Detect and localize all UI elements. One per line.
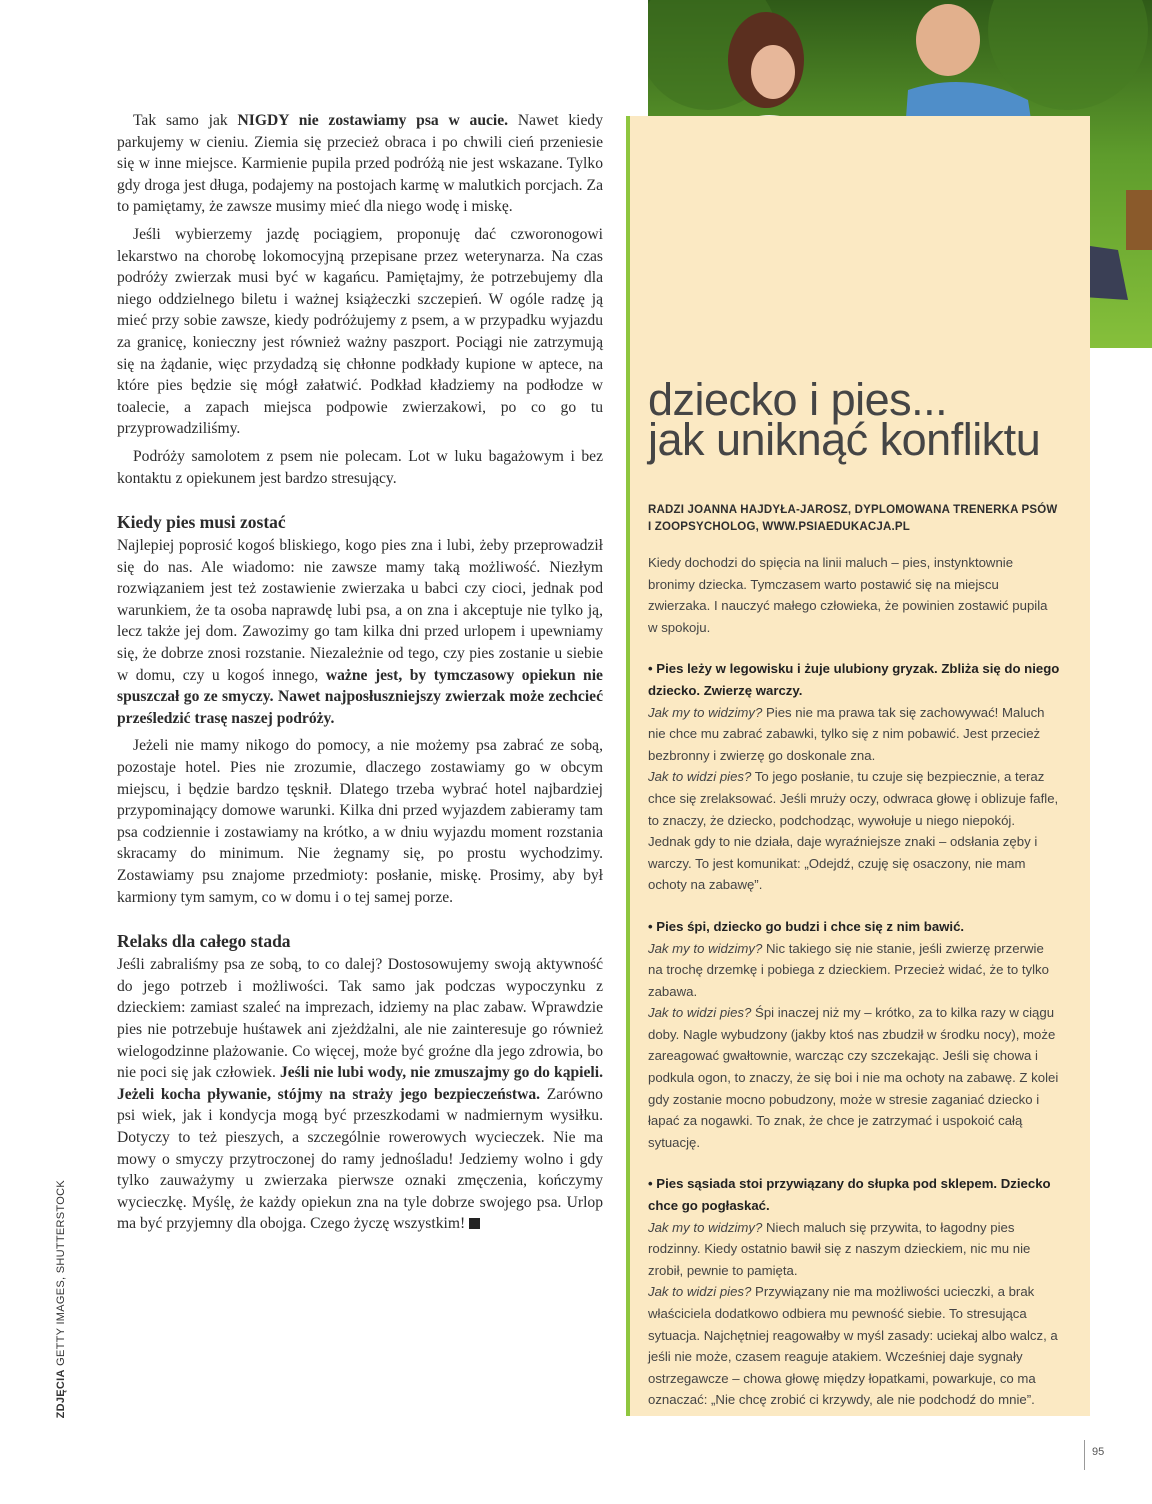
- case-our-view: Jak my to widzimy? Pies nie ma prawa tak się zachowywać! Maluch nie chce mu zabrać zabawki, tylko się z nim pobawić. Jest przecież bezbronny i zwierzę go doskonale zna.: [648, 704, 1045, 763]
- article-left-column: [117, 110, 603, 1235]
- sidebar-accent-rule: [626, 116, 630, 1416]
- case-item: [648, 916, 1060, 1154]
- photo-credit: ZDJĘCIA GETTY IMAGES, SHUTTERSTOCK: [55, 1180, 67, 1419]
- case-our-view: Jak my to widzimy? Nic takiego się nie stanie, jeśli zwierzę przerwie na trochę drzemkę i pobiega z dzieckiem. Przecież widać, że to tylko zabawa.: [648, 940, 1049, 999]
- paragraph-car: Tak samo jak NIGDY nie zostawiamy psa w aucie. Nawet kiedy parkujemy w cieniu. Ziemia się przecież obraca i po chwili cień przeniesie się w inne miejsce. Karmienie pupila przed podróżą nie jest wskazane. Tylko gdy droga jest długa, podajemy na postojach karmę w malutkich porcjach. Za to pamiętamy, że zawsze musimy mieć dla niego wodę i miskę.: [117, 112, 603, 216]
- sidebar-title: dziecko i pies... jak uniknąć konfliktu: [648, 374, 1041, 465]
- sidebar-box: [648, 374, 1060, 1411]
- paragraph-hotel: Jeżeli nie mamy nikogo do pomocy, a nie możemy psa zabrać ze sobą, pozostaje hotel. Pies nie zrozumie, dlaczego zostawiamy go w obcym miejscu, i będzie bardzo tęsknił. Dlatego trzeba wybrać hotel najbardziej przypominający domowe warunki. Kilka dni przed wyjazdem zabieramy tam psa codziennie i zostawiamy na krótko, a w dniu wyjazdu moment rozstania skracamy do minimum. Nie żegnamy się, po prostu wychodzimy. Zostawiamy psu znajome przedmioty: posłanie, miskę. Prosimy, aby był karmiony tym samym, co w domu i o tej samej porze.: [117, 737, 603, 906]
- case-dog-view: Jak to widzi pies? Śpi inaczej niż my – krótko, za to kilka razy w ciągu doby. Nagle wybudzony (jakby ktoś nas zbudził w środku nocy), może zareagować gwałtownie, warcząc czy szczekając. Jeśli się chowa i podkula ogon, to znaczy, że się boi i nie ma ochoty na zabawę. Z kolei gdy zostanie mocno pobudzony, może w stresie zaganiać dziecko i łapać za nogawki. To znak, że chce je zatrzymać i uspokoić całą sytuację.: [648, 1005, 1059, 1150]
- heading-when-dog-stays: Kiedy pies musi zostać: [117, 512, 286, 533]
- sidebar-intro: Kiedy dochodzi do spięcia na linii maluch – pies, instynktownie bronimy dziecka. Tymczasem warto postawić się na miejscu zwierzaka. I nauczyć małego człowieka, że powinien zostawić pupila w spokoju.: [648, 555, 1048, 635]
- sidebar-byline: RADZI JOANNA HAJDYŁA-JAROSZ, DYPLOMOWANA TRENERKA PSÓW I ZOOPSYCHOLOG, WWW.PSIAEDUKACJA.PL: [648, 504, 1058, 533]
- case-dog-view: Jak to widzi pies? To jego posłanie, tu czuje się bezpiecznie, a teraz chce się zrelaksować. Jeśli mruży oczy, odwraca głowę i oblizuje fafle, to znaczy, że dziecko, podchodząc, wywołuje u niego niepokój. Jednak gdy to nie działa, daje wyraźniejsze znaki – odsłania zęby i warczy. To jest komunikat: „Odejdź, czuję się osaczony, nie mam ochoty na zabawę”.: [648, 769, 1059, 893]
- paragraph-train: Jeśli wybierzemy jazdę pociągiem, proponuję dać czworonogowi lekarstwo na chorobę lokomocyjną przepisane przez weterynarza. Na czas podróży zwierzak musi być w kagańcu. Pamiętajmy, że potrzebujemy dla niego oddzielnego biletu i ważnej książeczki szczepień. W ogóle radzę ją mieć przy sobie zawsze, kiedy podróżujemy z psem, a w przypadku wyjazdu za granicę, konieczny jest również ważny paszport. Pociągi nie zatrzymują się na żądanie, więc przydadzą się chłonne podkłady kupione w aptece, na które pies będzie się mógł załatwić. Podkład kładziemy na podłodze w toalecie, a zapach miejsca podpowie zwierzakowi, po co go tu przyprowadziliśmy.: [117, 225, 603, 438]
- heading-relax: Relaks dla całego stada: [117, 931, 291, 952]
- paragraph-plane: Podróży samolotem z psem nie polecam. Lot w luku bagażowym i bez kontaktu z opiekunem jest bardzo stresujący.: [117, 447, 603, 487]
- case-question: • Pies sąsiada stoi przywiązany do słupka pod sklepem. Dziecko chce go pogłaskać.: [648, 1176, 1051, 1214]
- page-number: 95: [1092, 1446, 1105, 1458]
- case-item: [648, 658, 1060, 896]
- case-our-view: Jak my to widzimy? Niech maluch się przywita, to łagodny pies rodzinny. Kiedy ostatnio bawił się z naszym dzieckiem, nic mu nie zrobił, pewnie to pamięta.: [648, 1219, 1031, 1278]
- paragraph-caretaker: Najlepiej poprosić kogoś bliskiego, kogo pies zna i lubi, żeby przeprowadził się do nas. Ale wiadomo: nie zawsze mamy taką możliwość. Niezłym rozwiązaniem jest też zostawienie zwierzaka u babci czy cioci, jednak pod warunkiem, że ta osoba naprawdę lubi psa, a on zna i akceptuje nie tylko ją, lecz także jej dom. Zawozimy go tam kilka dni przed urlopem i upewniamy się, że dobrze znosi rozstanie. Niezależnie od tego, czy pies zostanie u siebie w domu, czy u kogoś innego, ważne jest, by tymczasowy opiekun nie spuszczał go ze smyczy. Nawet najposłuszniejszy zwierzak może zechcieć prześledzić trasę naszej podróży.: [117, 537, 603, 727]
- case-question: • Pies leży w legowisku i żuje ulubiony gryzak. Zbliża się do niego dziecko. Zwierzę warczy.: [648, 661, 1060, 698]
- page-number-rule: [1084, 1440, 1085, 1470]
- case-item: [648, 1173, 1060, 1411]
- paragraph-activity: Jeśli zabraliśmy psa ze sobą, to co dalej? Dostosowujemy swoją aktywność do jego potrzeb i możliwości. Tak samo jak podczas wypoczynku z dzieckiem: zamiast szaleć na imprezach, idziemy na plac zabaw. Wprawdzie pies nie potrzebuje huśtawek ani zjeżdżalni, ale nie zainteresuje go również wielogodzinne plażowanie. Co więcej, może być groźne dla jego zdrowia, bo nie poci się jak człowiek. Jeśli nie lubi wody, nie zmuszajmy go do kąpieli. Jeżeli kocha pływanie, stójmy na straży jego bezpieczeństwa. Zarówno psi wiek, jak i kondycja mogą być przeszkodami w nadmiernym wysiłku. Dotyczy to też pieszych, a szczególnie rowerowych wycieczek. Nie ma mowy o smyczy przytroczonej do ramy jednośladu! Jedziemy wolno i gdy tylko zauważymy u zwierzaka pierwsze oznaki zmęczenia, kończymy wycieczkę. Myślę, że każdy opiekun zna na tyle dobrze swojego psa. Urlop ma być przyjemny dla obojga. Czego życzę wszystkim!: [117, 956, 603, 1233]
- case-dog-view: Jak to widzi pies? Przywiązany nie ma możliwości ucieczki, a brak właściciela dodatkowo odbiera mu pewność siebie. To stresująca sytuacja. Najchętniej reagowałby w myśl zasady: uciekaj albo walcz, a jeśli nie może, czasem reaguje atakiem. Wcześniej daje sygnały ostrzegawcze – chowa głowę między łopatkami, powarkuje, co ma oznaczać: „Nie chcę zrobić ci krzywdy, ale nie podchodź do mnie”.: [648, 1284, 1058, 1408]
- case-question: • Pies śpi, dziecko go budzi i chce się z nim bawić.: [648, 918, 965, 934]
- end-mark-icon: [469, 1218, 480, 1229]
